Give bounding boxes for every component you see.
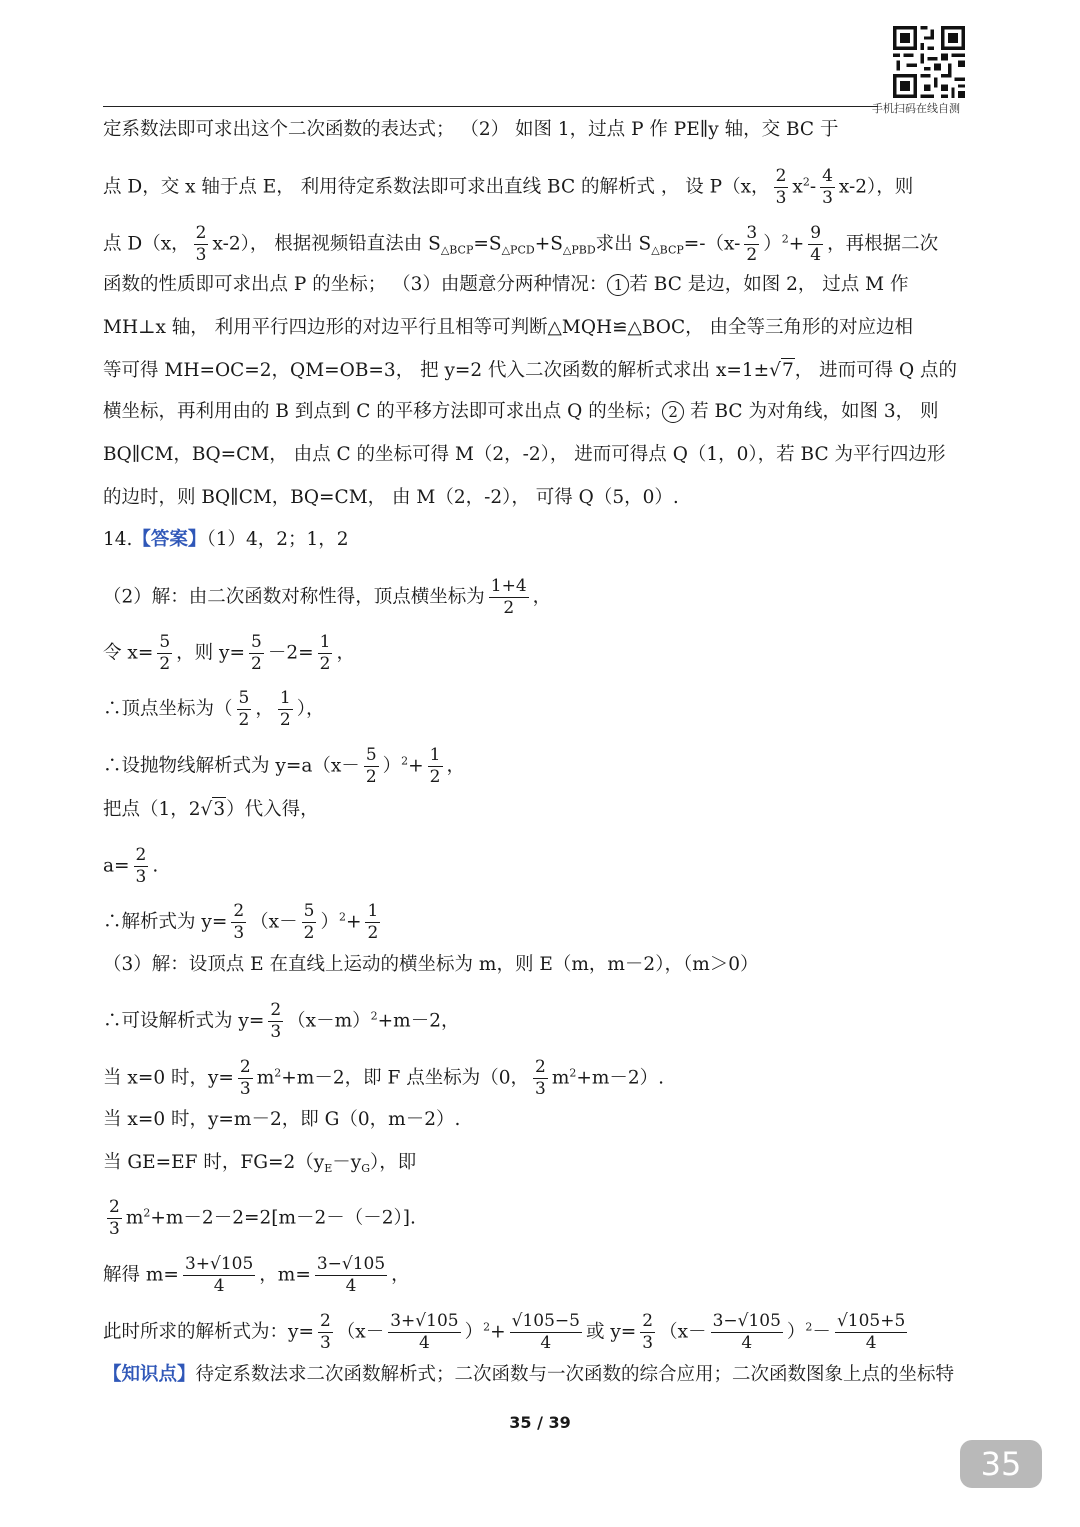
subscript: E <box>324 1162 333 1175</box>
superscript: 2 <box>143 1206 151 1220</box>
page-indicator: 35 / 39 <box>509 1413 571 1432</box>
fraction-denominator: 4 <box>540 1333 552 1353</box>
text-line <box>103 443 946 467</box>
text-line <box>103 273 908 297</box>
fraction-denominator: 3 <box>775 188 787 208</box>
text-line <box>103 528 349 552</box>
text-line <box>103 634 355 673</box>
text-run: 点 D（x， <box>103 233 190 255</box>
text-line <box>103 953 759 977</box>
text-run: + <box>408 755 424 777</box>
text-run: 等可得 MH=OC=2，QM=OB=3， 把 y=2 代入二次函数的解析式求出 x=1± <box>103 360 770 381</box>
fraction-denominator: 2 <box>429 767 441 787</box>
circled-number: 2 <box>662 401 684 423</box>
text-run: m <box>256 1067 275 1089</box>
fraction-numerator: 4 <box>822 166 833 186</box>
text-line <box>103 1059 664 1098</box>
fraction-numerator: 5 <box>159 632 171 652</box>
text-run: － <box>812 1321 831 1343</box>
text-line <box>103 690 324 729</box>
text-run: 待定系数法求二次函数解析式；二次函数与一次函数的综合应用；二次函数图象上点的坐标特 <box>195 1364 955 1385</box>
text-line <box>103 747 465 786</box>
text-run: ， <box>336 642 355 664</box>
fraction-denominator: 3 <box>642 1333 654 1353</box>
text-run: ） <box>320 911 339 933</box>
text-run: （x－m） <box>287 1010 371 1032</box>
text-run: 横坐标，再利用由的 B 到点到 C 的平移方法即可求出点 Q 的坐标； <box>103 401 663 422</box>
fraction <box>365 903 380 942</box>
fraction-denominator: 3 <box>239 1079 251 1099</box>
fraction-numerator: 2 <box>319 1311 331 1331</box>
circled-number: 1 <box>607 274 629 296</box>
fraction-denominator: 4 <box>345 1276 357 1296</box>
fraction-denominator: 2 <box>503 598 515 618</box>
fraction <box>744 225 759 264</box>
text-line <box>103 316 913 340</box>
text-run: m <box>125 1207 144 1229</box>
fraction-denominator: 4 <box>213 1276 225 1296</box>
fraction <box>364 747 379 786</box>
radical-sign: √ <box>769 360 781 381</box>
fraction-denominator: 3 <box>319 1333 331 1353</box>
fraction <box>640 1313 655 1352</box>
fraction-denominator: 2 <box>319 654 331 674</box>
text-run: +m－2－2=2[m－2－（－2）]. <box>150 1207 416 1229</box>
fraction-numerator: 2 <box>642 1311 654 1331</box>
text-run: 此时所求的解析式为：y= <box>103 1321 314 1343</box>
text-line <box>103 1108 460 1132</box>
text-run: ， <box>532 586 552 608</box>
subscript: △PBD <box>562 243 596 257</box>
fraction <box>820 168 835 207</box>
text-run: +m－2，即 F 点坐标为（0， <box>281 1067 529 1089</box>
text-run: 当 x=0 时，y= <box>103 1067 234 1089</box>
text-run: x <box>792 176 803 198</box>
text-run: m <box>551 1067 570 1089</box>
text-run: ） <box>382 755 402 777</box>
fraction <box>510 1313 582 1352</box>
text-run: MH⊥x 轴， 利用平行四边形的对边平行且相等可判断△MQH≌△BOC， 由全等三角形的对应边相 <box>103 317 914 338</box>
fraction <box>194 225 209 264</box>
section-tag: 【知识点】 <box>103 1364 196 1385</box>
fraction-denominator: 4 <box>865 1333 877 1353</box>
fraction-numerator: 2 <box>239 1057 251 1077</box>
text-run: ， <box>391 1264 410 1286</box>
fraction <box>107 1199 122 1238</box>
text-run: 点 D，交 x 轴于点 E， 利用待定系数法即可求出直线 BC 的解析式 ， 设 P（x， <box>103 176 770 198</box>
fraction-numerator: 2 <box>109 1197 120 1217</box>
square-root <box>201 797 227 822</box>
text-line <box>103 578 551 617</box>
text-run: =S <box>473 233 502 255</box>
text-run: + <box>345 911 362 933</box>
text-run: ，则 y= <box>176 642 245 664</box>
radicand: 7 <box>781 360 794 381</box>
text-run: x-2）， 根据视频铅直法由 S <box>212 233 441 255</box>
text-run: + <box>788 233 805 255</box>
fraction-denominator: 4 <box>810 245 822 265</box>
subscript: △BCP <box>440 243 474 257</box>
fraction-numerator: 3−√105 <box>712 1311 781 1331</box>
text-run: 把点（1，2 <box>103 799 201 820</box>
text-line <box>103 168 913 207</box>
fraction-numerator: 5 <box>365 745 377 765</box>
superscript: 2 <box>401 754 409 768</box>
fraction <box>183 1256 255 1295</box>
text-run: （1）4，2；1，2 <box>206 529 349 550</box>
text-line <box>103 1151 416 1175</box>
text-line <box>103 1002 459 1041</box>
fraction-numerator: 1+4 <box>490 576 527 596</box>
page-badge: 35 <box>960 1440 1042 1488</box>
radicand: 3 <box>213 799 226 820</box>
fraction-denominator: 2 <box>238 710 250 730</box>
text-run: . <box>152 855 159 877</box>
text-line <box>103 903 384 942</box>
fraction <box>249 634 264 673</box>
text-run: ∴解析式为 y= <box>103 911 228 933</box>
fraction <box>278 690 293 729</box>
qr-code-icon <box>893 26 965 98</box>
fraction-denominator: 3 <box>135 867 147 887</box>
text-run: （x－ <box>250 911 298 933</box>
text-run: ）， <box>296 698 325 720</box>
fraction <box>711 1313 783 1352</box>
fraction-denominator: 4 <box>418 1333 430 1353</box>
text-line <box>103 1199 416 1238</box>
fraction-numerator: 2 <box>233 901 245 921</box>
text-run: a= <box>103 855 130 877</box>
text-run: －2= <box>267 642 314 664</box>
text-run: （x－ <box>659 1321 707 1343</box>
fraction <box>134 847 149 886</box>
text-line <box>103 1313 911 1352</box>
fraction-numerator: √105−5 <box>511 1311 580 1331</box>
fraction-numerator: 2 <box>270 1000 282 1020</box>
fraction <box>231 903 246 942</box>
text-run: ） <box>763 233 782 255</box>
text-run: －y <box>332 1152 362 1173</box>
text-run: +m－2）. <box>576 1067 665 1089</box>
subscript: △BCP <box>651 243 684 257</box>
fraction-denominator: 3 <box>822 188 833 208</box>
text-run: 当 x=0 时，y=m－2，即 G（0，m－2）. <box>103 1109 461 1130</box>
text-run: ），即 <box>370 1152 417 1173</box>
text-run: ，再根据二次 <box>827 233 939 255</box>
text-run: （2）解：由二次函数对称性得，顶点横坐标为 <box>103 586 485 608</box>
radical-sign: √ <box>200 799 213 820</box>
text-run: 解得 m= <box>103 1264 179 1286</box>
text-line <box>103 225 938 264</box>
fraction-numerator: 1 <box>279 688 291 708</box>
superscript: 2 <box>805 1320 813 1334</box>
fraction <box>835 1313 907 1352</box>
qr-caption: 手机扫码在线自测 <box>872 102 960 115</box>
fraction-denominator: 3 <box>233 923 245 943</box>
fraction-denominator: 2 <box>159 654 171 674</box>
fraction-numerator: 2 <box>534 1057 546 1077</box>
text-line <box>103 1363 954 1387</box>
fraction-denominator: 2 <box>365 767 377 787</box>
text-run: 函数的性质即可求出点 P 的坐标； （3）由题意分两种情况： <box>103 274 608 295</box>
fraction-denominator: 3 <box>270 1022 282 1042</box>
text-run: +m－2， <box>377 1010 460 1032</box>
text-run: 若 BC 为对角线，如图 3， 则 <box>684 401 939 422</box>
section-tag: 【答案】 <box>132 529 207 550</box>
fraction <box>315 1256 387 1295</box>
fraction-numerator: 3−√105 <box>316 1254 386 1274</box>
fraction-numerator: 1 <box>367 901 379 921</box>
subscript: △PCD <box>501 243 535 257</box>
text-line <box>103 1256 410 1295</box>
text-run: ， <box>255 698 274 720</box>
fraction <box>268 1002 283 1041</box>
superscript: 2 <box>569 1066 577 1080</box>
text-run: （x－ <box>336 1321 385 1343</box>
text-run: ∴顶点坐标为（ <box>103 698 233 720</box>
text-run: ）代入得， <box>226 799 319 820</box>
text-run: ，m= <box>259 1264 311 1286</box>
fraction <box>318 1313 333 1352</box>
text-run: （3）解：设顶点 E 在直线上运动的横坐标为 m，则 E（m，m－2），（m＞0） <box>103 954 759 975</box>
fraction <box>808 225 823 264</box>
fraction <box>318 634 333 673</box>
fraction-denominator: 2 <box>303 923 315 943</box>
text-run: =-（x- <box>683 233 741 255</box>
text-line <box>103 118 838 142</box>
fraction-denominator: 3 <box>109 1219 120 1239</box>
fraction-numerator: 1 <box>429 745 441 765</box>
superscript: 2 <box>781 232 789 246</box>
fraction-numerator: 5 <box>238 688 250 708</box>
fraction-numerator: 3 <box>746 223 758 243</box>
fraction-numerator: 3+√105 <box>184 1254 254 1274</box>
fraction-numerator: 5 <box>251 632 262 652</box>
text-run: 14. <box>103 529 133 550</box>
fraction-denominator: 4 <box>741 1333 753 1353</box>
fraction-numerator: 2 <box>775 166 787 186</box>
text-run: 若 BC 是边，如图 2， 过点 M 作 <box>629 274 909 295</box>
header-rule <box>103 106 878 107</box>
text-run: ， <box>446 755 466 777</box>
text-run: + <box>490 1321 506 1343</box>
subscript: G <box>361 1162 371 1175</box>
text-run: 定系数法即可求出这个二次函数的表达式； （2） 如图 1，过点 P 作 PE∥y 轴，交 BC 于 <box>103 119 839 140</box>
fraction-denominator: 2 <box>367 923 379 943</box>
text-run: x-2），则 <box>838 176 914 198</box>
text-line <box>103 486 679 510</box>
text-line <box>103 400 938 424</box>
text-run: - <box>809 176 817 198</box>
text-line <box>103 797 319 822</box>
text-line <box>103 358 957 383</box>
text-run: ， 进而可得 Q 点的 <box>794 360 958 381</box>
fraction-numerator: 2 <box>135 845 147 865</box>
superscript: 2 <box>802 175 810 189</box>
fraction <box>489 578 529 617</box>
fraction-denominator: 2 <box>251 654 262 674</box>
text-run: ） <box>464 1321 484 1343</box>
fraction-numerator: 2 <box>195 223 207 243</box>
fraction <box>533 1059 548 1098</box>
superscript: 2 <box>483 1320 491 1334</box>
fraction-numerator: √105+5 <box>836 1311 906 1331</box>
text-run: ∴设抛物线解析式为 y=a（x－ <box>103 755 360 777</box>
fraction-numerator: 1 <box>319 632 331 652</box>
superscript: 2 <box>338 910 346 924</box>
text-run: 的边时，则 BQ∥CM，BQ=CM， 由 M（2，-2）， 可得 Q（5，0）. <box>103 487 679 508</box>
square-root <box>769 358 795 383</box>
superscript: 2 <box>274 1066 282 1080</box>
fraction-numerator: 5 <box>303 901 315 921</box>
fraction <box>428 747 443 786</box>
text-line <box>103 847 158 886</box>
fraction-numerator: 3+√105 <box>390 1311 459 1331</box>
fraction-denominator: 2 <box>279 710 291 730</box>
text-run: 令 x= <box>103 642 154 664</box>
text-run: 当 GE=EF 时，FG=2（y <box>103 1152 325 1173</box>
text-run: ∴可设解析式为 y= <box>103 1010 265 1032</box>
fraction-denominator: 3 <box>195 245 207 265</box>
fraction-numerator: 9 <box>810 223 822 243</box>
fraction <box>238 1059 253 1098</box>
fraction <box>388 1313 460 1352</box>
fraction-denominator: 3 <box>534 1079 546 1099</box>
text-run: 求出 S <box>595 233 652 255</box>
text-run: ） <box>786 1321 806 1343</box>
fraction <box>237 690 252 729</box>
fraction <box>302 903 317 942</box>
fraction-denominator: 2 <box>746 245 758 265</box>
fraction <box>774 168 789 207</box>
superscript: 2 <box>370 1009 378 1023</box>
text-run: 或 y= <box>585 1321 637 1343</box>
text-run: BQ∥CM，BQ=CM， 由点 C 的坐标可得 M（2，-2）， 进而可得点 Q（1，0），若 BC 为平行四边形 <box>103 444 946 465</box>
fraction <box>157 634 172 673</box>
text-run: +S <box>534 233 563 255</box>
